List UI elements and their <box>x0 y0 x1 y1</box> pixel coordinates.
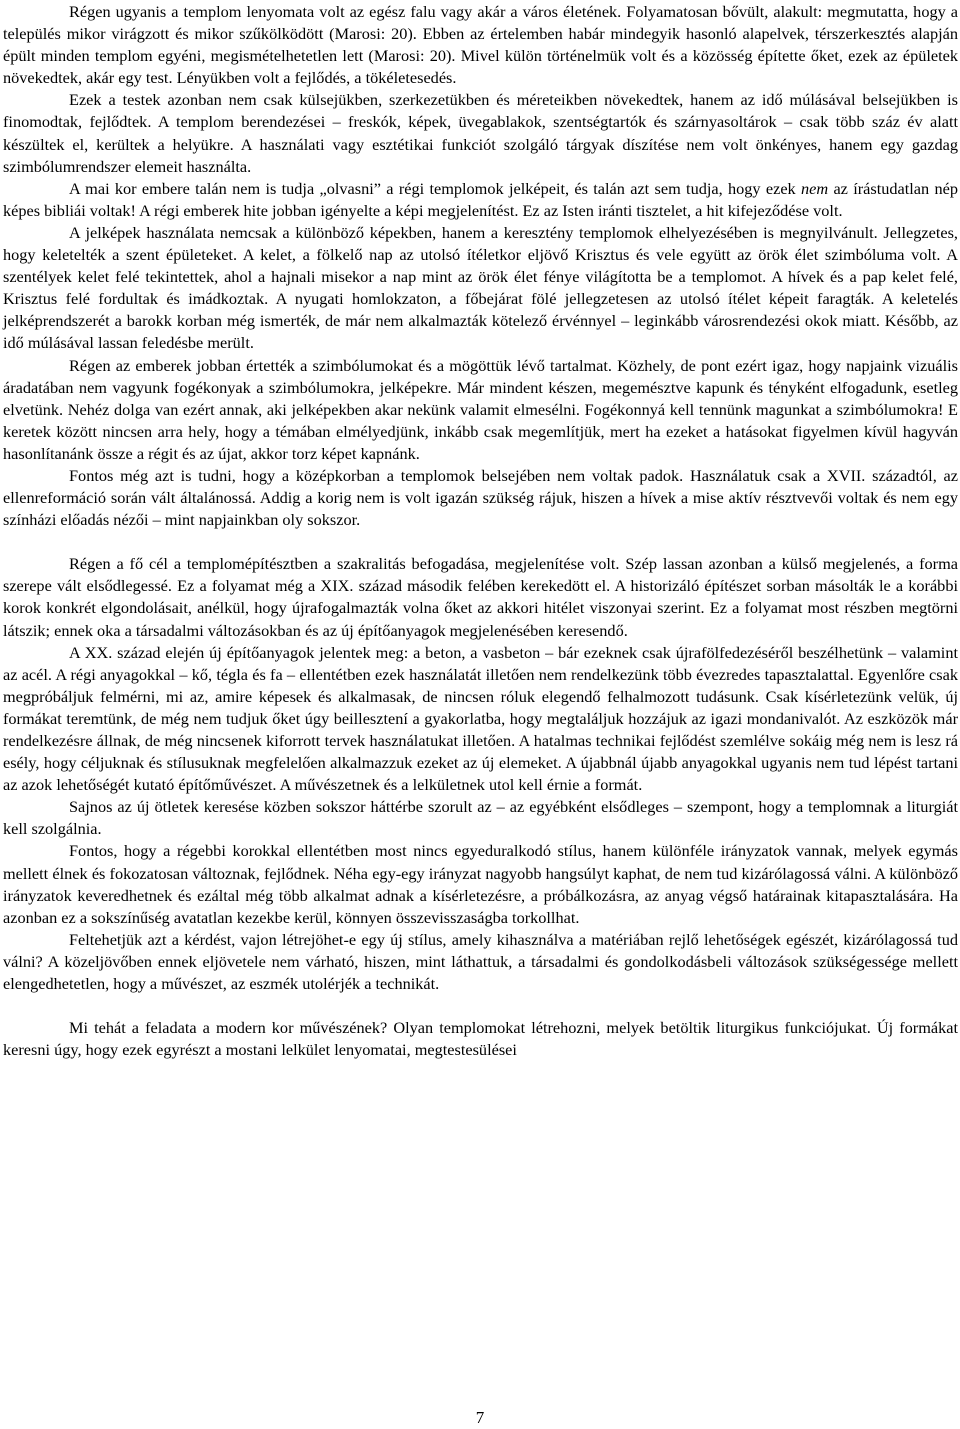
paragraph: Régen az emberek jobban értették a szimbólumokat és a mögöttük lévő tartalmat. Közhely, de pont ezért igaz, hogy napjaink vizuális áradatában nem vagyunk fogékonyak a szimbólumokra, jelképekre. Már mindent készen, megemésztve kapunk és tényként elfogadunk, esetleg elvetünk. Nehéz dolga van ezért annak, aki jelképekben akar nekünk valamit elmesélni. Fogékonnyá kell tennünk magunkat a szimbólumokra! E keretek között nincsen arra hely, hogy a témában elmélyedjünk, inkább csak megemlítjük, mert ha ezeket a hatásokat figyelmen kívül hagyván hasonlítanánk össze a régit és az újat, akkor torz képet kapnánk. <box>3 355 958 463</box>
paragraph: Régen a fő cél a templomépítésztben a szakralitás befogadása, megjelenítése volt. Szép lassan azonban a külső megjelenés, a forma szerepe vált elsődlegessé. Ez a folyamat még a XIX. század második felében kerekedött el. A historizáló építészet sorban másolták le a korábbi korok konkrét elgondolásait, anélkül, hogy újrafogalmazták volna őket az akkori hitélet viszonyai szerint. Ez a folyamat most részben megtörni látszik; ennek oka a társadalmi változásokban és az új építőanyagok megjelenésében keresendő. <box>3 554 958 640</box>
paragraph: Fontos még azt is tudni, hogy a középkorban a templomok belsejében nem voltak padok. Használatuk csak a XVII. századtól, az ellenreformáció során vált általánossá. Addig a korig nem is volt igazán szükség rájuk, hiszen a hívek a mise aktív résztvevői voltak és nem egy színházi előadás nézői – mint napjainkban oly sokszor. <box>3 465 958 530</box>
paragraph: A jelképek használata nemcsak a különböző képekben, hanem a keresztény templomok elhelyezésében is megnyilvánult. Jellegzetes, hogy keletelték a szent épületeket. A kelet, a fölkelő nap az utolsó ítéletkor eljövő Krisztus és vele együtt az örök élet szimbóluma volt. A szentélyek kelet felé tekintettek, ahol a hajnali misekor a nap mint az örök élet fénye világította be a templomot. A hívek és a pap kelet felé, Krisztus felé fordultak és imádkoztak. A nyugati homlokzaton, a főbejárat fölé jellegzetesen az utolsó ítélet képeit faragták. A keletelés jelképrendszerét a barokk korban még ismerték, de már nem alkalmazták kötelező érvénnyel – leginkább városrendezési okok miatt. Később, az idő múlásával lassan feledésbe merült. <box>3 222 958 353</box>
paragraph-with-emphasis: A mai kor embere talán nem is tudja „olvasni” a régi templomok jelképeit, és talán azt sem tudja, hogy ezek nem az írástudatlan nép képes bibliái voltak! A régi emberek hite jobban igényelte a képi megjelenítést. Ez az Isten iránti tisztelet, a hit kifejeződése volt. <box>3 178 959 220</box>
paragraph: Fontos, hogy a régebbi korokkal ellentétben most nincs egyeduralkodó stílus, hanem különféle irányzatok vannak, melyek egymás mellett élnek és fokozatosan változnak, fejlődnek. Néha egy-egy irányzat nagyobb hangsúlyt kaphat, de nem tud kizárólagossá válni. A különböző irányzatok keveredhetnek és ezáltal még több alkalmat adnak a kísérletezésre, a próbálkozásra, az anyag végső határainak kitapasztalására. Ha azonban ez a sokszínűség avatatlan kezekbe kerül, könnyen összevisszaságba torkollhat. <box>3 841 958 927</box>
section-break <box>3 531 958 553</box>
emphasized-word: nem <box>801 178 829 198</box>
paragraph: Ezek a testek azonban nem csak külsejükben, szerkezetükben és méreteikben növekedtek, hanem az idő múlásával belsejükben is finomodtak, fejlődtek. A templom berendezései – freskók, képek, üvegablakok, szentségtartók és szárnyasoltárok – csak több száz év alatt készültek el, kerültek a helyükre. A használati vagy esztétikai funkciót szolgáló tárgyak díszítése nem volt önkényes, hanem egy gazdag szimbólumrendszer elemeit használta. <box>3 90 958 176</box>
paragraph: Sajnos az új ötletek keresése közben sokszor háttérbe szorult az – az egyébként elsődleges – szempont, hogy a templomnak a liturgiát kell szolgálnia. <box>3 797 958 839</box>
paragraph: A XX. század elején új építőanyagok jelentek meg: a beton, a vasbeton – bár ezeknek csak újrafölfedezéséről beszélhetünk – valamint az acél. A régi anyagokkal – kő, tégla és fa – ellentétben ezek használatát illetően nem rendelkezünk több évezredes tapasztalattal. Egyenlőre csak megpróbáljuk felmérni, mi az, amire képesek és alkalmasak, de nincsen róluk elegendő felhalmozott tudásunk. Csak kísérletezünk velük, új formákat teremtünk, de még nem tudjuk őket úgy beillesztení a gyakorlatba, hogy megtaláljuk hozzájuk az igazi mondanivalót. Az eszközök már rendelkezésre állnak, de még nincsenek kiforrott tervek használatukat illetően. A hatalmas technikai fejlődést szemlélve sokáig még nem is lesz rá esély, hogy céljuknak és stílusuknak megfelelően alkalmazzuk ezeket az új elemeket. A újabbnál újabb anyagokkal ugyanis nem tud lépést tartani az azok lehetőségét kutató építőművészet. A művészetnek és a lelkületnek utol kell érnie a formát. <box>3 642 958 795</box>
document-body <box>3 1 958 1061</box>
paragraph: Mi tehát a feladata a modern kor művészének? Olyan templomokat létrehozni, melyek betöltik liturgikus funkciójukat. Új formákat keresni úgy, hogy ezek egyrészt a mostani lelkület lenyomatai, megtestesülései <box>3 1018 958 1060</box>
paragraph: Régen ugyanis a templom lenyomata volt az egész falu vagy akár a város életének. Folyamatosan bővült, alakult: megmutatta, hogy a település mikor virágzott és mikor szűkölködött (Marosi: 20). Ebben az értelemben habár mindegyik hasonló alapelvek, térszerkesztés alapján épült minden templom egyéni, megismételhetetlen lett (Marosi: 20). Mivel külön történelmük volt és a közösség építette őket, ezek az épületek növekedtek, akár egy test. Lényükben volt a fejlődés, a tökéletesedés. <box>3 2 958 88</box>
page-number: 7 <box>475 1408 485 1427</box>
section-break <box>3 995 958 1017</box>
paragraph: Feltehetjük azt a kérdést, vajon létrejöhet-e egy új stílus, amely kihasználva a matériában rejlő lehetőségek egészét, kizárólagossá tud válni? A közeljövőben ennek eljövetele nem várható, hiszen, mint láthattuk, a társadalmi és gondolkodásbeli változások szükségessége mellett elengedhetetlen, hogy a művészet, az eszmék utolérjék a technikát. <box>3 929 958 994</box>
